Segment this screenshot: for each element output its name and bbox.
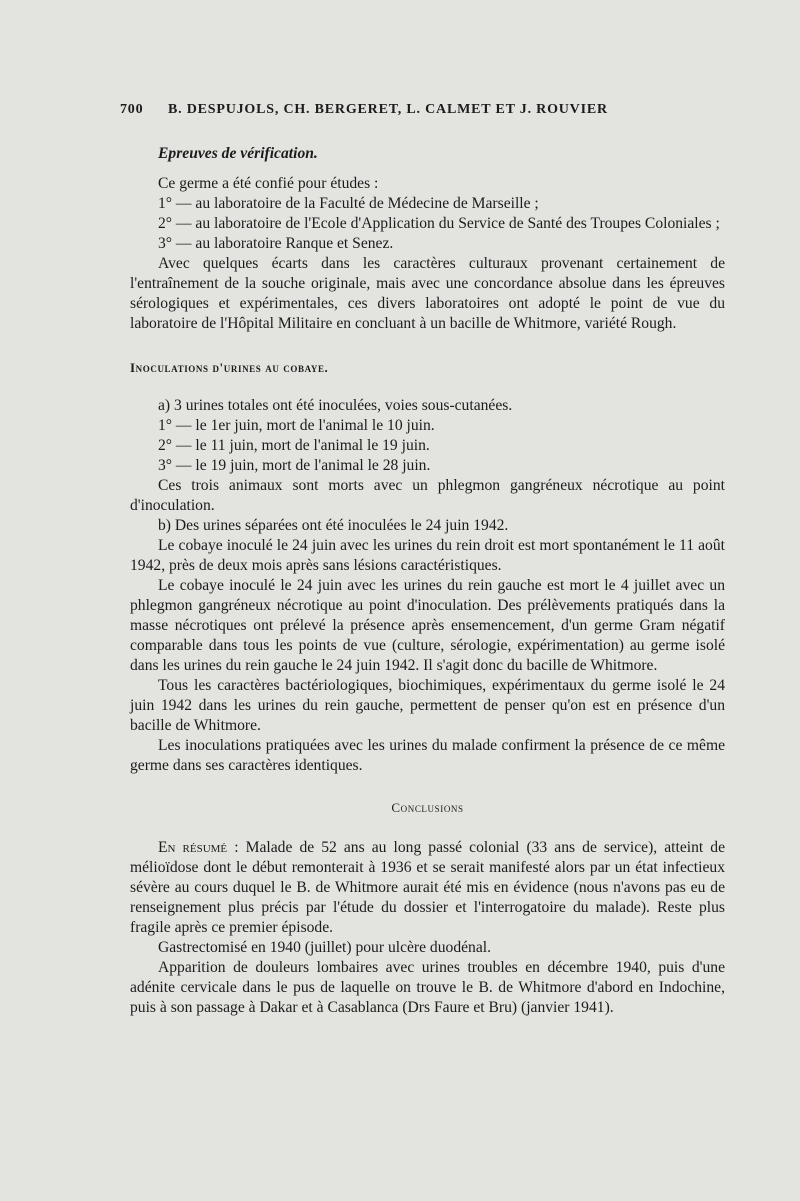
page-number: 700 (120, 102, 144, 117)
paragraph: Tous les caractères bactériologiques, biochimiques, expérimentaux du germe isolé le 24 juin 1942 dans les urines du rein gauche, permettent de penser qu'on est en présence d'un bacille de Whitmore. (130, 677, 725, 734)
paragraph (130, 838, 725, 938)
paragraph: Ce germe a été confié pour études : (158, 175, 379, 192)
paragraph: a) 3 urines totales ont été inoculées, voies sous-cutanées. (158, 397, 513, 414)
section-heading-verification: Epreuves de vérification. (158, 145, 318, 162)
section-heading-conclusions: Conclusions (391, 800, 464, 815)
lead-in: En résumé (158, 839, 228, 856)
text-column (120, 102, 725, 1018)
paragraph: 1° — le 1er juin, mort de l'animal le 10 juin. (158, 417, 435, 434)
paragraph: 3° — le 19 juin, mort de l'animal le 28 juin. (158, 457, 431, 474)
paragraph: 3° — au laboratoire Ranque et Senez. (158, 235, 394, 252)
paragraph: Le cobaye inoculé le 24 juin avec les urines du rein droit est mort spontanément le 11 août 1942, près de deux mois après sans lésions caractéristiques. (130, 537, 725, 574)
paragraph: 2° — le 11 juin, mort de l'animal le 19 juin. (158, 437, 430, 454)
paragraph: 2° — au laboratoire de l'Ecole d'Application du Service de Santé des Troupes Coloniales ; (158, 215, 720, 232)
running-header (120, 102, 725, 118)
paragraph: Gastrectomisé en 1940 (juillet) pour ulcère duodénal. (158, 939, 491, 956)
paragraph: Le cobaye inoculé le 24 juin avec les urines du rein gauche est mort le 4 juillet avec un phlegmon gangréneux nécrotique au point d'inoculation. Des prélèvements pratiqués dans la masse nécrotiques ont prélevé la présence après ensemencement, d'un germe Gram négatif comparable dans tous les points de vue (culture, sérologie, expérimentation) au germe isolé dans les urines du rein gauche le 24 juin 1942. Il s'agit donc du bacille de Whitmore. (130, 577, 725, 674)
paragraph: Ces trois animaux sont morts avec un phlegmon gangréneux nécrotique au point d'inoculation. (130, 477, 725, 514)
author-line: B. DESPUJOLS, CH. BERGERET, L. CALMET ET J. ROUVIER (168, 102, 608, 117)
paragraph: Les inoculations pratiquées avec les urines du malade confirment la présence de ce même germe dans ses caractères identiques. (130, 737, 725, 774)
paragraph-body: : Malade de 52 ans au long passé colonial (33 ans de service), atteint de mélioïdose dont le début remonterait à 1936 et se serait manifesté alors par un état infectieux sévère au cours duquel le B. de Whitmore aurait été mis en évidence (nous n'avons pas eu de renseignement plus précis par l'étude du dossier et l'interrogatoire du malade). Reste plus fragile après ce premier épisode. (130, 839, 725, 936)
paragraph: Avec quelques écarts dans les caractères culturaux provenant certainement de l'entraînement de la souche originale, mais avec une concordance absolue dans les épreuves sérologiques et expérimentales, ces divers laboratoires ont adopté le point de vue du laboratoire de l'Hôpital Militaire en concluant à un bacille de Whitmore, variété Rough. (130, 255, 725, 332)
paragraph: b) Des urines séparées ont été inoculées le 24 juin 1942. (158, 517, 509, 534)
paragraph: 1° — au laboratoire de la Faculté de Médecine de Marseille ; (158, 195, 539, 212)
section-heading-inoculations: Inoculations d'urines au cobaye. (130, 360, 329, 375)
paragraph: Apparition de douleurs lombaires avec urines troubles en décembre 1940, puis d'une adénite cervicale dans le pus de laquelle on trouve le B. de Whitmore d'abord en Indochine, puis à son passage à Dakar et à Casablanca (Drs Faure et Bru) (janvier 1941). (130, 959, 725, 1016)
